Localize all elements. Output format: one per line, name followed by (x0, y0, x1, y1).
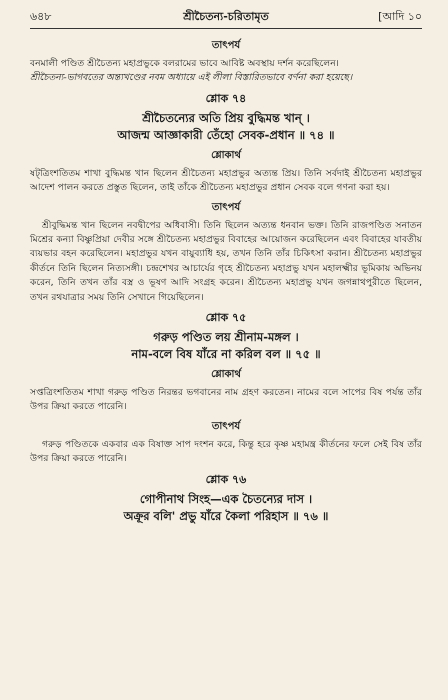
book-title: শ্রীচৈতন্য-চরিতামৃত (183, 10, 269, 23)
body-paragraph: বনমালী পণ্ডিত শ্রীচৈতন্য মহাপ্রভুকে বলরামের ভাবে আবিষ্ট অবস্থায় দর্শন করেছিলেন। (30, 58, 339, 69)
section-heading: তাৎপর্য (211, 420, 241, 432)
verse-line: গোপীনাথ সিংহ—এক চৈতন্যের দাস । (139, 491, 313, 506)
section-heading: শ্লোকার্থ (211, 369, 241, 381)
verse-line: নাম-বলে বিষ যাঁরে না করিল বল ॥ ৭৫ ॥ (131, 347, 321, 362)
verse-line: অক্রূর বলি' প্রভু যাঁরে কৈলা পরিহাস ॥ ৭৬ ॥ (123, 508, 329, 523)
verse-text (30, 110, 422, 144)
body-paragraph: শ্রীবুদ্ধিমন্ত খান ছিলেন নবদ্বীপের অধিবাসী। তিনি ছিলেন অত্যন্ত ধনবান ভক্ত। তিনি রাজপণ্ডিত সনাতন মিশ্রের কন্যা বিষ্ণুপ্রিয়া দেবীর সঙ্গে শ্রীচৈতন্য মহাপ্রভুর বিবাহের আয়োজন করেছিলেন এবং বিবাহের যাবতীয় ব্যয়ভার বহন করেছিলেন। মহাপ্রভুর যখন বায়ুব্যাধি হয়, তখন তিনি তাঁর চিকিৎসা করান। শ্রীচৈতন্য মহাপ্রভুর কীর্তনে তিনি ছিলেন নিত্যসঙ্গী। চন্দ্রশেখর আচার্যের গৃহে শ্রীচৈতন্য মহাপ্রভু যখন মহালক্ষ্মীর ভূমিকায় অভিনয় করেন, তিনি তখন তাঁর বস্ত্র ও ভূষণ আদি সংগ্রহ করেন। শ্রীচৈতন্য মহাপ্রভু যখন জগন্নাথপুরীতে ছিলেন, তখন রথযাত্রার সময় তিনি সেখানে গিয়েছিলেন। (30, 219, 422, 303)
body-paragraph: গরুড় পণ্ডিতকে একবার এক বিষাক্ত সাপ দংশন করে, কিন্তু হরে কৃষ্ণ মহামন্ত্র কীর্তনের ফলে সেই বিষ তাঁর উপর ক্রিয়া করতে পারেনি। (30, 438, 422, 465)
header-rule (30, 28, 422, 29)
chapter-reference: [আদি ১০ (378, 10, 422, 23)
section-heading: তাৎপর্য (211, 201, 241, 213)
body-paragraph: ষট্‌ত্রিংশতিতম শাখা বুদ্ধিমন্ত খান ছিলেন শ্রীচৈতন্য মহাপ্রভুর অত্যন্ত প্রিয়। তিনি সর্বদাই শ্রীচৈতন্য মহাপ্রভুর আদেশ পালন করতে প্রস্তুত ছিলেন, তাই তাঁকে শ্রীচৈতন্য মহাপ্রভুর প্রধান সেবক বলে গণনা করা হয়। (30, 167, 422, 194)
page-content (30, 34, 422, 525)
verse-number-heading: শ্লোক ৭৫ (205, 311, 247, 325)
verse-line: শ্রীচৈতন্যের অতি প্রিয় বুদ্ধিমন্ত খান্ । (142, 110, 310, 125)
verse-text (30, 329, 422, 363)
verse-line: গরুড় পণ্ডিত লয় শ্রীনাম-মঙ্গল । (153, 330, 299, 345)
page-number: ৬৪৮ (30, 10, 52, 23)
verse-line: আজন্ম আজ্ঞাকারী তেঁহো সেবক-প্রধান ॥ ৭৪ ॥ (117, 127, 335, 142)
verse-number-heading: শ্লোক ৭৬ (205, 472, 247, 486)
section-heading: শ্লোকার্থ (211, 149, 241, 161)
page-header (30, 8, 422, 26)
body-paragraph: শ্রীচৈতন্য-ভাগবতের অন্ত্যখণ্ডের নবম অধ্যায়ে এই লীলা বিস্তারিতভাবে বর্ণনা করা হয়েছে। (30, 72, 353, 84)
body-paragraph: সপ্তত্রিংশতিতম শাখা গরুড় পণ্ডিত নিরন্তর ভগবানের নাম গ্রহণ করতেন। নামের বলে সাপের বিষ পর্যন্ত তাঁর উপর ক্রিয়া করতে পারেনি। (30, 387, 422, 413)
verse-number-heading: শ্লোক ৭৪ (205, 91, 247, 105)
section-heading: তাৎপর্য (211, 40, 241, 51)
verse-text (30, 491, 422, 525)
